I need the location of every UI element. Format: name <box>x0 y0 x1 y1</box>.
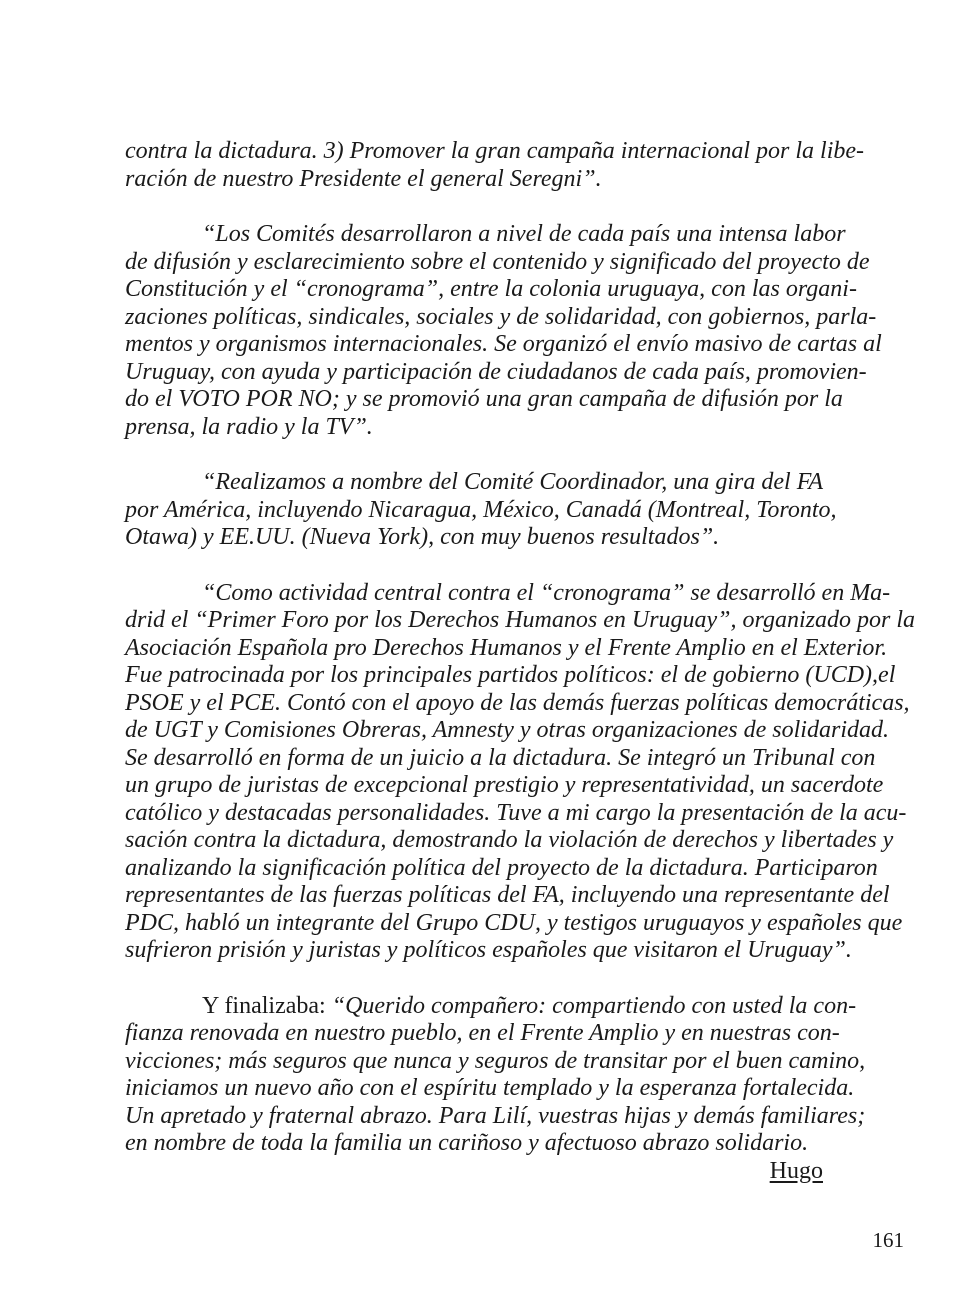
text-line: católico y destacadas personalidades. Tuve a mi cargo la presentación de la acu- <box>125 799 907 826</box>
text-line: Uruguay, con ayuda y participación de ciudadanos de cada país, promovien- <box>125 358 867 385</box>
text-line: mentos y organismos internacionales. Se organizó el envío masivo de cartas al <box>125 331 882 357</box>
signature-line <box>125 1158 823 1186</box>
text-line: sufrieron prisión y juristas y políticos españoles que visitaron el Uruguay”. <box>125 937 852 963</box>
text-line: por América, incluyendo Nicaragua, México, Canadá (Montreal, Toronto, <box>125 496 837 523</box>
paragraph-1 <box>125 138 865 193</box>
paragraph-2 <box>125 221 882 441</box>
text-line: Asociación Española pro Derechos Humanos y el Frente Amplio en el Exterior. <box>125 634 888 661</box>
text-line: PSOE y el PCE. Contó con el apoyo de las demás fuerzas políticas democráticas, <box>125 689 910 716</box>
text-line: un grupo de juristas de excepcional prestigio y representatividad, un sacerdote <box>125 772 884 798</box>
text-line: ración de nuestro Presidente el general Seregni”. <box>125 165 602 192</box>
text-line: representantes de las fuerzas políticas del FA, incluyendo una representante del <box>125 882 890 908</box>
paragraph-5 <box>125 992 866 1158</box>
text-line: de UGT y Comisiones Obreras, Amnesty y otras organizaciones de solidaridad. <box>125 717 889 743</box>
text-line: “Realizamos a nombre del Comité Coordinador, una gira del FA <box>202 469 823 495</box>
text-line: Otawa) y EE.UU. (Nueva York), con muy buenos resultados”. <box>125 524 720 550</box>
text-line: drid el “Primer Foro por los Derechos Humanos en Uruguay”, organizado por la <box>125 607 915 633</box>
text-line: Se desarrolló en forma de un juicio a la dictadura. Se integró un Tribunal con <box>125 744 876 771</box>
text-line: de difusión y esclarecimiento sobre el contenido y significado del proyecto de <box>125 248 870 275</box>
signature: Hugo <box>769 1157 823 1184</box>
text-line: vicciones; más seguros que nunca y seguros de transitar por el buen camino, <box>125 1047 866 1074</box>
text-line: “Como actividad central contra el “cronograma” se desarrolló en Ma- <box>202 579 891 606</box>
text-line: PDC, habló un integrante del Grupo CDU, y testigos uruguayos y españoles que <box>125 909 903 936</box>
text-line: Constitución y el “cronograma”, entre la colonia uruguaya, con las organi- <box>125 276 857 302</box>
text-line: zaciones políticas, sindicales, sociales y de solidaridad, con gobiernos, parla- <box>125 303 877 330</box>
text-line: do el VOTO POR NO; y se promovió una gran campaña de difusión por la <box>125 386 843 412</box>
text-line: contra la dictadura. 3) Promover la gran campaña internacional por la libe- <box>125 138 865 164</box>
page-number: 161 <box>872 1228 904 1252</box>
text-line: “Los Comités desarrollaron a nivel de cada país una intensa labor <box>202 221 846 247</box>
document-body <box>125 138 915 1185</box>
text-line <box>125 992 857 1021</box>
quote-text: “Querido compañero: compartiendo con usted la con- <box>331 992 857 1019</box>
paragraph-4 <box>125 579 915 965</box>
text-line: iniciamos un nuevo año con el espíritu templado y la esperanza fortalecida. <box>125 1075 855 1101</box>
text-line: analizando la significación política del proyecto de la dictadura. Participaron <box>125 854 878 881</box>
text-line: fianza renovada en nuestro pueblo, en el Frente Amplio y en nuestras con- <box>125 1020 840 1046</box>
lead-in-text: Y finalizaba: <box>202 992 332 1019</box>
text-line: en nombre de toda la familia un cariñoso y afectuoso abrazo solidario. <box>125 1130 809 1156</box>
text-line: sación contra la dictadura, demostrando la violación de derechos y libertades y <box>125 827 894 853</box>
paragraph-3 <box>125 469 837 552</box>
text-line: prensa, la radio y la TV”. <box>125 413 373 440</box>
text-line: Un apretado y fraternal abrazo. Para Lilí, vuestras hijas y demás familiares; <box>125 1102 866 1129</box>
text-line: Fue patrocinada por los principales partidos políticos: el de gobierno (UCD),el <box>125 662 896 688</box>
